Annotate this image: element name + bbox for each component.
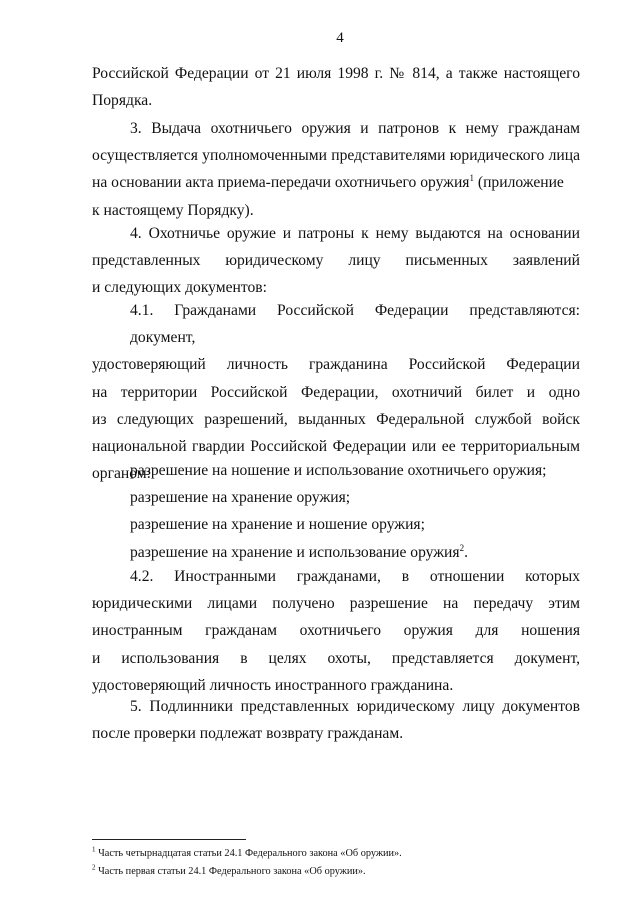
paragraph-continuation bbox=[92, 60, 580, 114]
footnote-text: Часть первая статьи 24.1 Федерального закона «Об оружии». bbox=[98, 866, 366, 877]
text-line: после проверки подлежат возврату гражданам. bbox=[92, 725, 404, 743]
text-line: 4.1. Гражданами Российской Федерации представляются: документ, bbox=[130, 302, 580, 347]
list-item: разрешение на хранение оружия; bbox=[130, 489, 351, 507]
text-line: 5. Подлинники представленных юридическому лицу документов bbox=[130, 698, 580, 715]
permit-list bbox=[92, 457, 580, 566]
text-fragment: на основании акта приема-передачи охотничьего оружия bbox=[92, 174, 470, 192]
list-item: разрешение на хранение и ношение оружия; bbox=[130, 516, 425, 534]
page-number: 4 bbox=[336, 30, 344, 46]
text-fragment: разрешение на хранение и использование оружия bbox=[130, 543, 460, 561]
list-item: разрешение на ношение и использование охотничьего оружия; bbox=[130, 462, 547, 479]
text-line: и следующих документов: bbox=[92, 279, 268, 297]
text-line: 3. Выдача охотничьего оружия и патронов к нему гражданам bbox=[130, 120, 580, 137]
text-line: и использования в целях охоты, представляется документ, bbox=[92, 649, 580, 667]
text-line: 4.2. Иностранными гражданами, в отношении которых bbox=[130, 568, 580, 585]
footnote-text: Часть четырнадцатая статьи 24.1 Федерального закона «Об оружии». bbox=[98, 848, 402, 859]
paragraph-item-4-2 bbox=[92, 563, 580, 699]
text-line-with-footnote bbox=[92, 169, 580, 196]
text-line: удостоверяющий личность иностранного гражданина. bbox=[92, 676, 454, 694]
footnote-2 bbox=[92, 863, 580, 881]
footnote-1 bbox=[92, 845, 580, 863]
text-line: Порядка. bbox=[92, 92, 153, 110]
paragraph-item-5 bbox=[92, 693, 580, 747]
text-line: представленных юридическому лицу письменных заявлений bbox=[92, 252, 580, 270]
text-line: Российской Федерации от 21 июля 1998 г. № 814, а также настоящего bbox=[92, 65, 580, 82]
text-line: национальной гвардии Российской Федерации или ее территориальным bbox=[92, 438, 580, 456]
footnote-number: 2 bbox=[92, 863, 96, 872]
text-line: из следующих разрешений, выданных Федеральной службой войск bbox=[92, 410, 580, 428]
text-line: иностранным гражданам охотничьего оружия для ношения bbox=[92, 622, 580, 640]
footnote-reference: 2 bbox=[459, 542, 465, 553]
paragraph-item-3 bbox=[92, 115, 580, 224]
text-line: на территории Российской Федерации, охотничий билет и одно bbox=[92, 383, 580, 401]
paragraph-item-4 bbox=[92, 220, 580, 302]
footnote-reference: 1 bbox=[469, 173, 474, 184]
text-fragment: (приложение bbox=[473, 174, 564, 192]
text-line: к настоящему Порядку). bbox=[92, 201, 254, 219]
text-line: удостоверяющий личность гражданина Российской Федерации bbox=[92, 356, 580, 374]
text-line: 4. Охотничье оружие и патроны к нему выдаются на основании bbox=[130, 225, 580, 242]
text-fragment: . bbox=[464, 543, 468, 561]
footnote-number: 1 bbox=[92, 845, 96, 854]
footnotes bbox=[92, 845, 580, 881]
footnote-separator bbox=[92, 839, 246, 840]
text-line: осуществляется уполномоченными представителями юридического лица bbox=[92, 147, 580, 165]
text-line: юридическими лицами получено разрешение на передачу этим bbox=[92, 595, 580, 613]
list-item-with-footnote bbox=[92, 539, 580, 566]
text-line: органом: bbox=[92, 465, 151, 483]
